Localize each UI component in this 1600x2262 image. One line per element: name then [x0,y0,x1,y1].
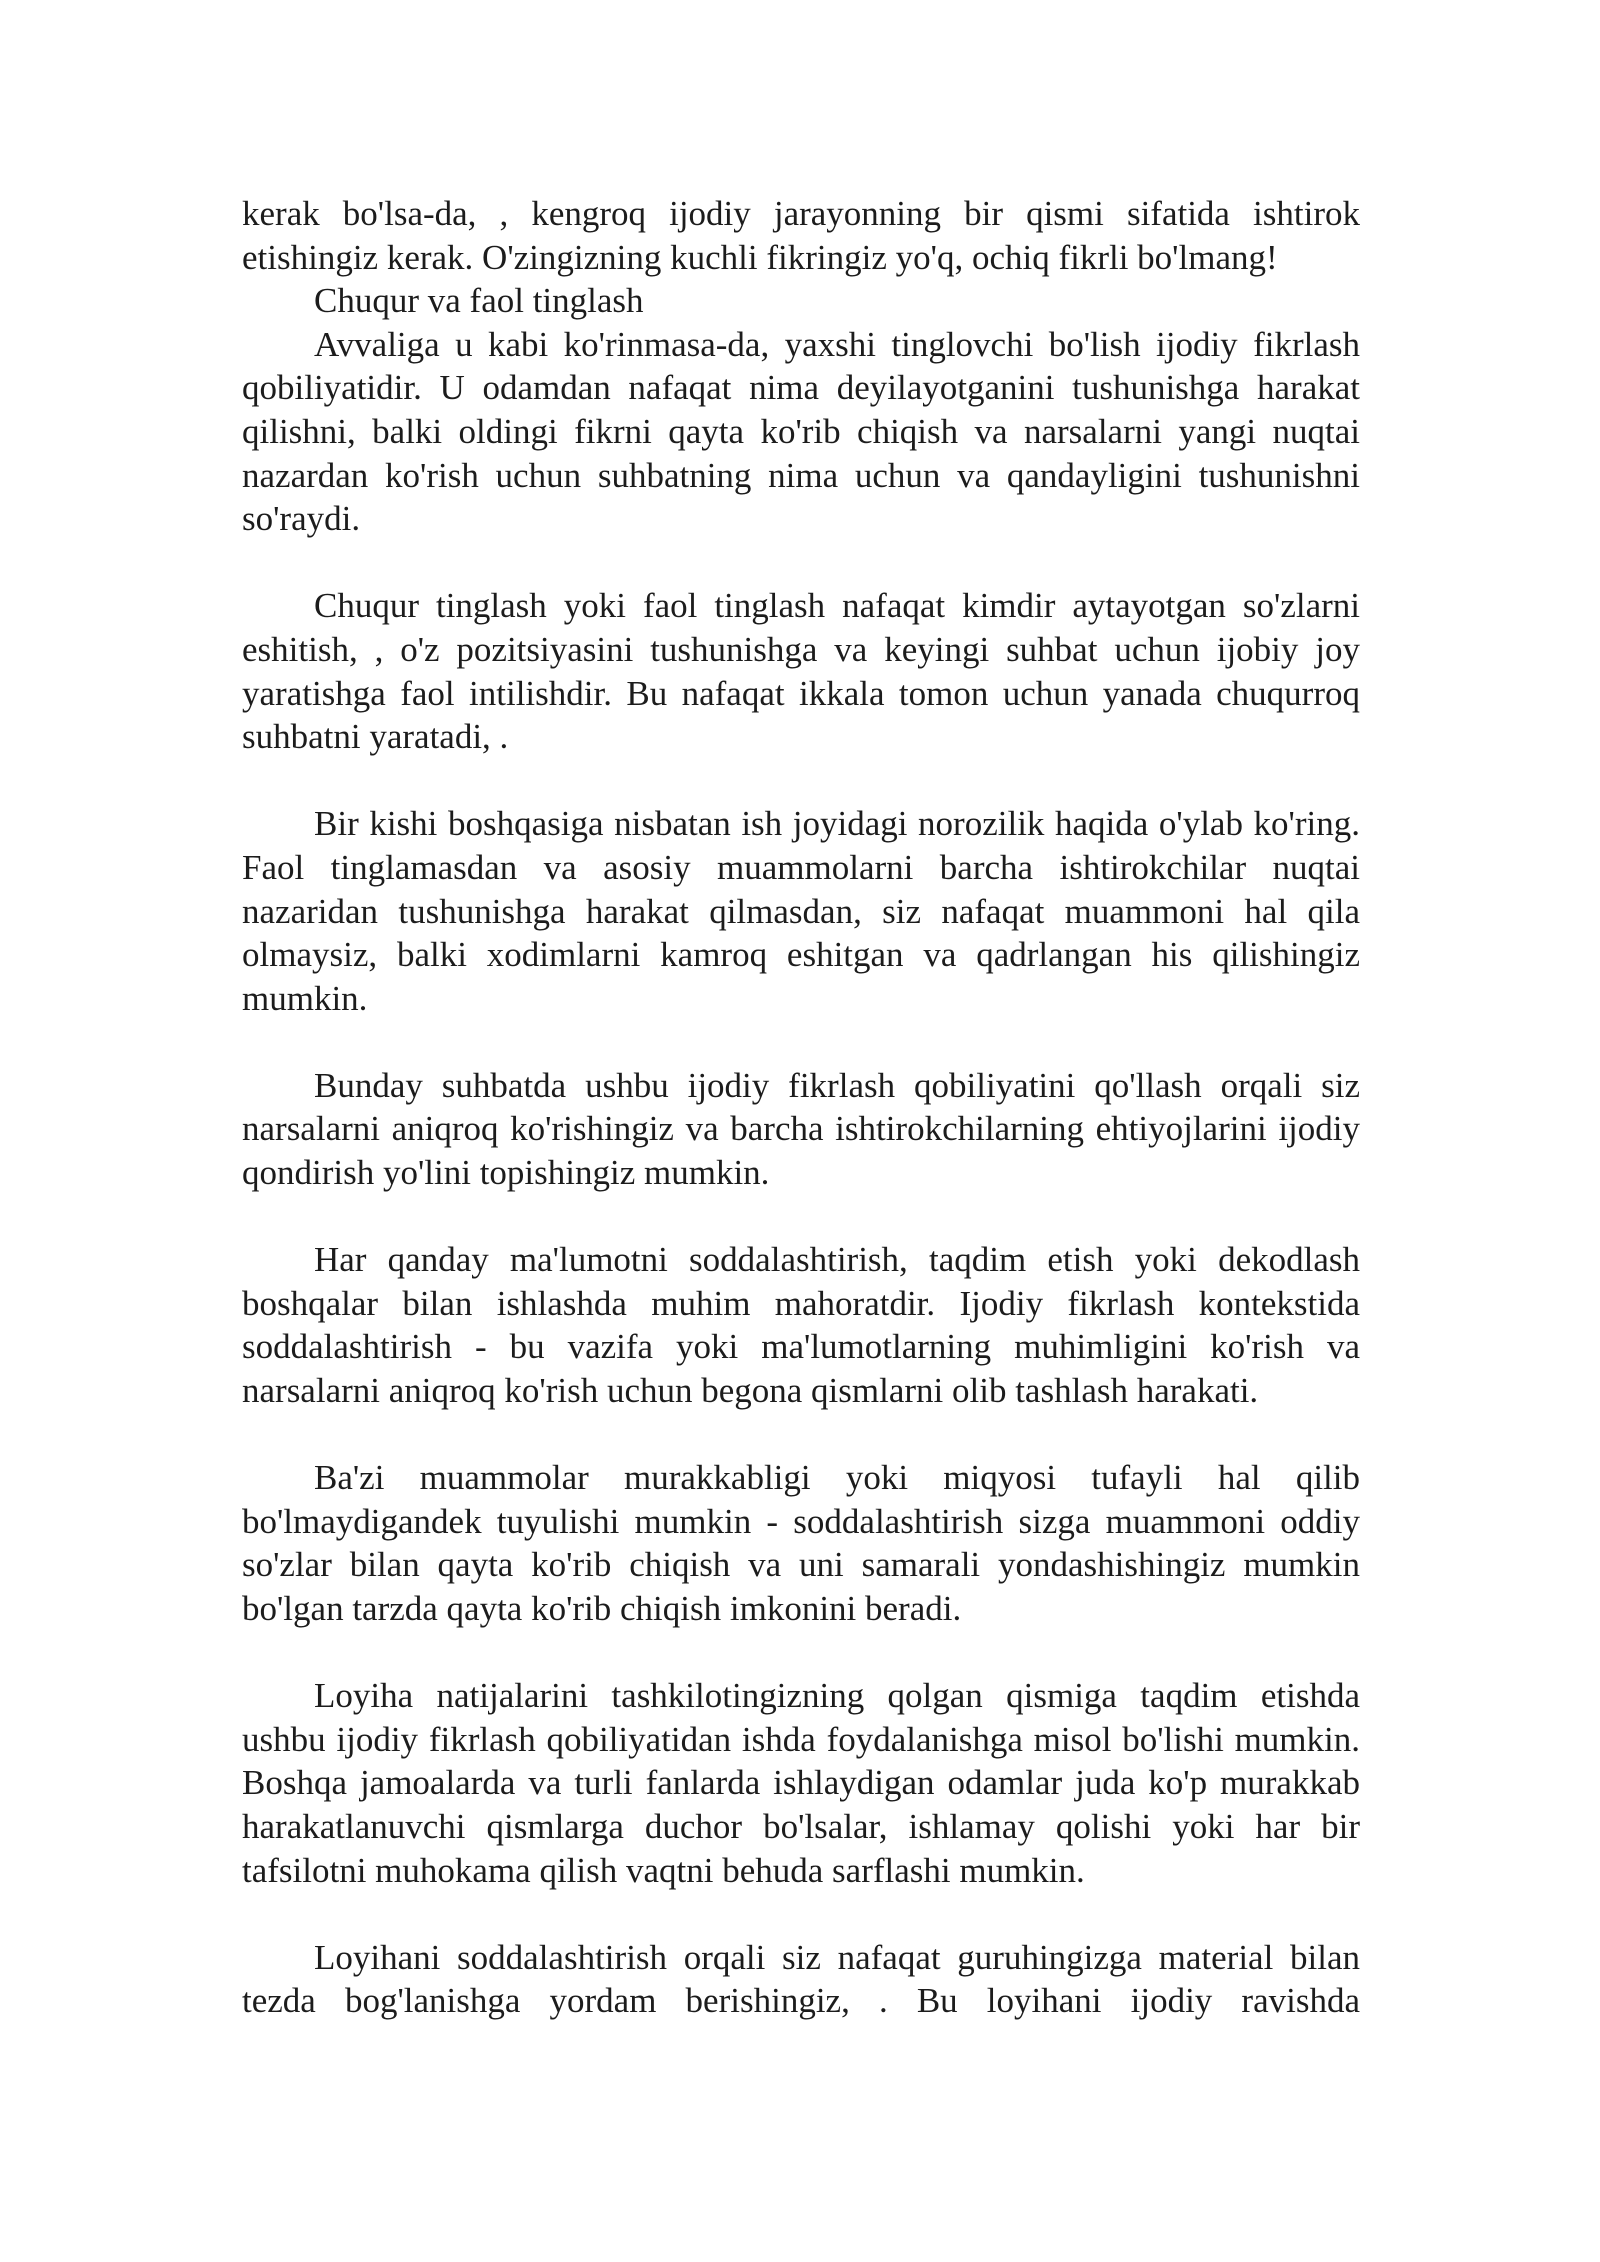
paragraph: Chuqur tinglash yoki faol tinglash nafaqat kimdir aytayotgan so'zlarni eshitish, , o'z pozitsiyasini tushunishga va keyingi suhbat uchun ijobiy joy yaratishga faol intilishdir. Bu nafaqat ikkala tomon uchun yanada chuqurroq suhbatni yaratadi, . [242,586,1360,757]
paragraph: Loyiha natijalarini tashkilotingizning qolgan qismiga taqdim etishda ushbu ijodiy fikrlash qobiliyatidan ishda foydalanishga misol bo'lishi mumkin. Boshqa jamoalarda va turli fanlarda ishlaydigan odamlar juda ko'p murakkab harakatlanuvchi qismlarga duchor bo'lsalar, ishlamay qolishi yoki har bir tafsilotni muhokama qilish vaqtni behuda sarflashi mumkin. [242,1676,1360,1890]
paragraph: Bir kishi boshqasiga nisbatan ish joyidagi norozilik haqida o'ylab ko'ring. Faol tinglamasdan va asosiy muammolarni barcha ishtirokchilar nuqtai nazaridan tushunishga harakat qilmasdan, siz nafaqat muammoni hal qila olmaysiz, balki xodimlarni kamroq eshitgan va qadrlangan his qilishingiz mumkin. [242,804,1360,1018]
paragraph: Bunday suhbatda ushbu ijodiy fikrlash qobiliyatini qo'llash orqali siz narsalarni aniqroq ko'rishingiz va barcha ishtirokchilarning ehtiyojlarini ijodiy qondirish yo'lini topishingiz mumkin. [242,1065,1360,1193]
paragraph: Har qanday ma'lumotni soddalashtirish, taqdim etish yoki dekodlash boshqalar bilan ishlashda muhim mahoratdir. Ijodiy fikrlash kontekstida soddalashtirish - bu vazifa yoki ma'lumotlarning muhimligini ko'rish va narsalarni aniqroq ko'rish uchun begona qismlarni olib tashlash harakati. [242,1240,1360,1411]
paragraph-continues-next-page: Loyihani soddalashtirish orqali siz nafaqat guruhingizga material bilan tezda bog'lanishga yordam berishingiz, . Bu loyihani ijodiy ravishda [242,1937,1360,2021]
section-heading: Chuqur va faol tinglash [314,281,644,321]
document-page [242,192,1360,2023]
paragraph-continued: kerak bo'lsa-da, , kengroq ijodiy jarayonning bir qismi sifatida ishtirok etishingiz kerak. O'zingizning kuchli fikringiz yo'q, ochiq fikrli bo'lmang! [242,194,1360,277]
paragraph: Avvaliga u kabi ko'rinmasa-da, yaxshi tinglovchi bo'lish ijodiy fikrlash qobiliyatidir. U odamdan nafaqat nima deyilayotganini tushunishga harakat qilishni, balki oldingi fikrni qayta ko'rib chiqish va narsalarni yangi nuqtai nazardan ko'rish uchun suhbatning nima uchun va qandayligini tushunishni so'raydi. [242,324,1360,539]
paragraph: Ba'zi muammolar murakkabligi yoki miqyosi tufayli hal qilib bo'lmaydigandek tuyulishi mumkin - soddalashtirish sizga muammoni oddiy so'zlar bilan qayta ko'rib chiqish va uni samarali yondashishingiz mumkin bo'lgan tarzda qayta ko'rib chiqish imkonini beradi. [242,1458,1360,1628]
